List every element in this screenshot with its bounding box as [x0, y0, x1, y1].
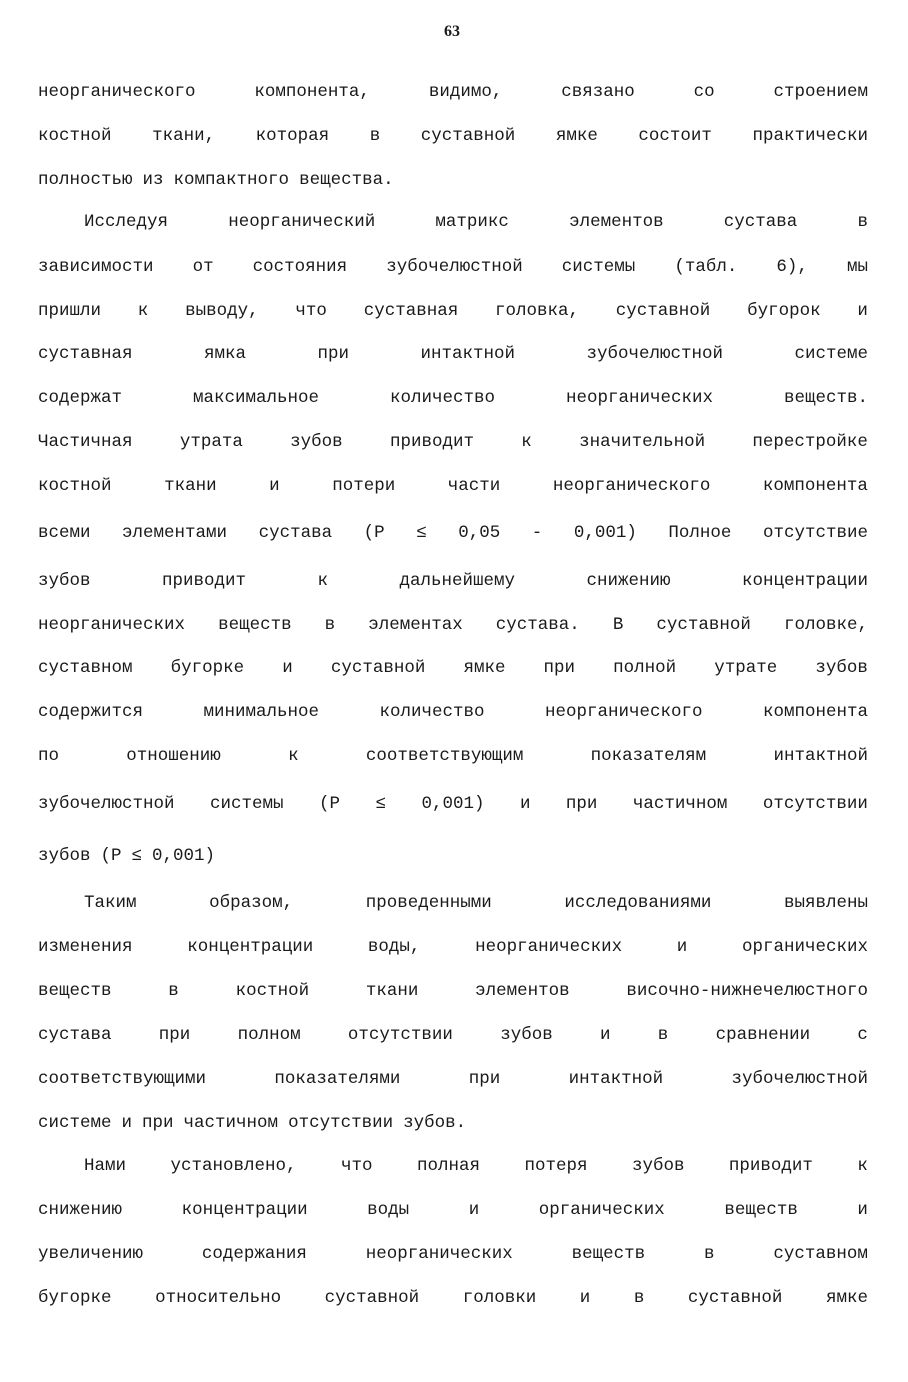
word: компонента: [762, 702, 868, 722]
word: ткани: [164, 476, 217, 496]
word: воды: [367, 1200, 410, 1220]
word: практически: [752, 126, 868, 146]
word: суставная: [363, 301, 459, 321]
word: ткани: [365, 981, 419, 1001]
word: 0,05: [458, 523, 501, 543]
word: бугорке: [170, 658, 245, 678]
word: интактной: [568, 1069, 664, 1089]
word: интактной: [420, 344, 515, 364]
word: установлено,: [170, 1156, 297, 1176]
word: и: [282, 658, 293, 678]
word: Полное: [668, 523, 732, 543]
word: 0,001): [573, 523, 637, 543]
word: относительно: [155, 1288, 282, 1308]
text-line: [38, 935, 868, 959]
word: головка,: [494, 301, 579, 321]
word: неорганических: [365, 1244, 513, 1264]
word: приводит: [389, 432, 474, 452]
word: сустава: [723, 212, 798, 232]
word: концентрации: [741, 571, 868, 591]
word: 0,001): [421, 794, 485, 814]
word: строением: [773, 82, 868, 102]
word: образом,: [209, 893, 294, 913]
word: содержания: [201, 1244, 307, 1264]
word: воды,: [367, 937, 421, 957]
word: височно-нижнечелюстного: [626, 981, 868, 1001]
word: концентрации: [187, 937, 314, 957]
word: соответствующим: [365, 746, 524, 766]
word: Частичная: [38, 432, 133, 452]
word: сравнении: [715, 1025, 811, 1045]
word: ямке: [555, 126, 598, 146]
word: зубочелюстной: [386, 257, 523, 277]
word: со: [693, 82, 715, 102]
word: части: [447, 476, 501, 496]
word: 0,001): [152, 846, 216, 866]
text-line: [38, 80, 868, 104]
word: утрата: [179, 432, 243, 452]
word: зубочелюстной: [38, 794, 175, 814]
word: суставной: [330, 658, 426, 678]
word: ямке: [463, 658, 506, 678]
word: в: [633, 1288, 645, 1308]
word: зубов: [38, 846, 91, 866]
word: зубочелюстной: [731, 1069, 868, 1089]
text-line: [38, 1111, 868, 1135]
word: при: [317, 344, 349, 364]
text-line: [38, 1067, 868, 1091]
word: от: [192, 257, 214, 277]
word: 6),: [776, 257, 808, 277]
word: суставной: [420, 126, 516, 146]
word: к: [857, 1156, 868, 1176]
page-number: 63: [444, 23, 460, 40]
word: при: [468, 1069, 501, 1089]
word: количество: [379, 702, 485, 722]
word: частичном: [183, 1113, 279, 1133]
text-line: [38, 744, 868, 768]
word: ямке: [825, 1288, 868, 1308]
word: системе: [794, 344, 868, 364]
word: всеми: [38, 523, 91, 543]
word: пришли: [38, 301, 102, 321]
word: утрате: [714, 658, 778, 678]
word: зубов: [38, 571, 91, 591]
word: в: [168, 981, 179, 1001]
text-line: [38, 474, 868, 498]
word: В: [612, 615, 624, 635]
word: показателям: [590, 746, 707, 766]
text-line: [38, 700, 868, 724]
word: суставной: [324, 1288, 420, 1308]
word: частичном: [632, 794, 728, 814]
word: ≤: [131, 846, 143, 866]
word: суставном: [773, 1244, 868, 1264]
text-line: [38, 1023, 868, 1047]
word: зубочелюстной: [586, 344, 723, 364]
word: (P: [318, 794, 340, 814]
word: изменения: [38, 937, 133, 957]
word: полностью: [38, 170, 133, 190]
text-line: [38, 342, 868, 366]
text-line: [38, 168, 868, 192]
word: матрикс: [435, 212, 509, 232]
word: содержат: [38, 388, 123, 408]
text-line: [38, 255, 868, 279]
word: ≤: [375, 794, 386, 814]
word: компактного: [173, 170, 290, 190]
text-line: [38, 299, 868, 323]
word: отсутствие: [762, 523, 868, 543]
word: отношению: [126, 746, 221, 766]
text-line: [38, 792, 868, 816]
word: приводит: [161, 571, 246, 591]
word: к: [288, 746, 299, 766]
word: к: [521, 432, 532, 452]
word: вещества.: [299, 170, 394, 190]
word: суставной: [615, 301, 711, 321]
word: сустава.: [495, 615, 580, 635]
word: суставная: [38, 344, 133, 364]
word: костной: [38, 476, 112, 496]
word: и: [519, 794, 531, 814]
word: сустава: [38, 1025, 112, 1045]
word: элементов: [475, 981, 570, 1001]
word: Исследуя: [84, 212, 169, 232]
text-line: [38, 1286, 868, 1310]
word: состоит: [638, 126, 712, 146]
word: системы: [210, 794, 284, 814]
word: неорганических: [475, 937, 623, 957]
word: значительной: [579, 432, 706, 452]
word: элементов: [569, 212, 664, 232]
word: компонента,: [254, 82, 370, 102]
word: отсутствии: [347, 1025, 453, 1045]
word: из: [142, 170, 164, 190]
text-line: [38, 844, 868, 868]
text-line: [38, 521, 868, 545]
word: неорганического: [552, 476, 711, 496]
word: ≤: [416, 523, 427, 543]
word: (P: [100, 846, 122, 866]
word: и: [579, 1288, 591, 1308]
word: и: [269, 476, 280, 496]
word: органических: [741, 937, 868, 957]
text-line: [38, 1198, 868, 1222]
word: веществ: [218, 615, 292, 635]
word: неорганический: [228, 212, 376, 232]
word: суставной: [656, 615, 751, 635]
word: органических: [538, 1200, 665, 1220]
word: в: [369, 126, 381, 146]
word: полная: [416, 1156, 480, 1176]
word: зависимости: [38, 257, 154, 277]
word: мы: [846, 257, 868, 277]
word: зубов: [815, 658, 868, 678]
word: количество: [389, 388, 496, 408]
word: неорганического: [38, 82, 196, 102]
word: в: [704, 1244, 715, 1264]
text-line: [38, 1242, 868, 1266]
word: снижению: [38, 1200, 123, 1220]
word: бугорке: [38, 1288, 112, 1308]
text-line: [38, 430, 868, 454]
word: и: [468, 1200, 480, 1220]
word: приводит: [728, 1156, 813, 1176]
word: Нами: [84, 1156, 127, 1176]
word: зубов: [500, 1025, 553, 1045]
word: содержится: [38, 702, 144, 722]
word: веществ: [571, 1244, 646, 1264]
word: что: [340, 1156, 373, 1176]
word: что: [295, 301, 327, 321]
word: концентрации: [181, 1200, 308, 1220]
word: -: [531, 523, 543, 543]
word: зубов.: [403, 1113, 467, 1133]
text-line: [84, 1154, 868, 1178]
word: выводу,: [185, 301, 259, 321]
word: веществ: [38, 981, 112, 1001]
word: и: [857, 301, 868, 321]
word: сустава: [258, 523, 333, 543]
word: к: [137, 301, 149, 321]
word: исследованиями: [564, 893, 712, 913]
word: и: [600, 1025, 611, 1045]
word: головки: [462, 1288, 537, 1308]
word: отсутствии: [288, 1113, 394, 1133]
word: бугорок: [747, 301, 821, 321]
word: проведенными: [365, 893, 492, 913]
word: костной: [235, 981, 310, 1001]
word: при: [565, 794, 598, 814]
word: при: [142, 1113, 174, 1133]
word: при: [158, 1025, 191, 1045]
word: системы: [561, 257, 636, 277]
word: зубов: [631, 1156, 685, 1176]
word: увеличению: [38, 1244, 144, 1264]
word: которая: [255, 126, 330, 146]
word: в: [324, 615, 336, 635]
word: неорганических: [565, 388, 714, 408]
word: компонента: [762, 476, 868, 496]
word: головке,: [783, 615, 868, 635]
word: и: [121, 1113, 133, 1133]
word: неорганического: [544, 702, 703, 722]
word: связано: [561, 82, 635, 102]
word: ямка: [203, 344, 246, 364]
word: дальнейшему: [399, 571, 515, 591]
text-line: [38, 124, 868, 148]
word: и: [676, 937, 688, 957]
word: в: [857, 212, 868, 232]
word: веществ: [724, 1200, 798, 1220]
word: при: [543, 658, 576, 678]
word: (табл.: [674, 257, 738, 277]
word: неорганических: [38, 615, 186, 635]
text-line: [84, 891, 868, 915]
word: элементами: [122, 523, 228, 543]
word: с: [857, 1025, 868, 1045]
word: и: [857, 1200, 868, 1220]
word: потери: [332, 476, 396, 496]
word: зубов: [290, 432, 343, 452]
text-line: [38, 613, 868, 637]
word: состояния: [252, 257, 348, 277]
word: снижению: [586, 571, 671, 591]
word: (P: [363, 523, 385, 543]
word: видимо,: [428, 82, 503, 102]
text-line: [84, 210, 868, 234]
word: минимальное: [203, 702, 320, 722]
word: максимальное: [192, 388, 320, 408]
word: суставном: [38, 658, 133, 678]
text-line: [38, 656, 868, 680]
word: Таким: [84, 893, 137, 913]
word: системе: [38, 1113, 112, 1133]
word: полной: [613, 658, 677, 678]
word: интактной: [773, 746, 868, 766]
word: к: [317, 571, 328, 591]
word: выявлены: [783, 893, 868, 913]
word: веществ.: [783, 388, 868, 408]
word: суставной: [687, 1288, 783, 1308]
word: костной: [38, 126, 112, 146]
word: потеря: [524, 1156, 588, 1176]
word: ткани,: [152, 126, 216, 146]
word: отсутствии: [762, 794, 868, 814]
word: полном: [237, 1025, 301, 1045]
word: элементах: [368, 615, 463, 635]
word: в: [657, 1025, 669, 1045]
word: перестройке: [752, 432, 868, 452]
text-line: [38, 979, 868, 1003]
text-line: [38, 569, 868, 593]
word: по: [38, 746, 60, 766]
word: соответствующими: [38, 1069, 207, 1089]
text-line: [38, 386, 868, 410]
word: показателями: [274, 1069, 401, 1089]
